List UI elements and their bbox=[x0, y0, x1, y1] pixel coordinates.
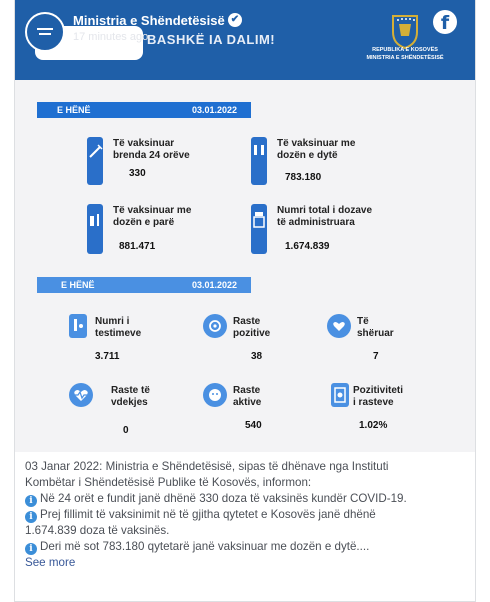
stat-value: 1.674.839 bbox=[285, 241, 330, 252]
section2-day: E HËNË bbox=[61, 280, 95, 290]
stat-label: Të vaksinuar bbox=[113, 138, 175, 149]
clipboard-virus-icon bbox=[331, 383, 349, 407]
stat-label: aktive bbox=[233, 397, 262, 408]
stat-label: brenda 24 orëve bbox=[113, 150, 190, 161]
stat-label: dozën e parë bbox=[113, 217, 175, 228]
virus-icon bbox=[203, 314, 227, 338]
section2-date: 03.01.2022 bbox=[191, 280, 237, 290]
stat-label: Raste bbox=[233, 385, 261, 396]
stat-label: pozitive bbox=[233, 328, 271, 339]
heart-hand-icon bbox=[327, 314, 351, 338]
stat-label: i rasteve bbox=[353, 397, 394, 408]
stat-label: Të vaksinuar me bbox=[277, 138, 356, 149]
stat-value: 38 bbox=[251, 351, 263, 362]
info-icon: i bbox=[25, 495, 37, 507]
stat-label: Të vaksinuar me bbox=[113, 205, 192, 216]
banner-slogan: BASHKË IA DALIM! bbox=[147, 32, 276, 47]
stat-label: vdekjes bbox=[111, 397, 148, 408]
stat-label: dozën e dytë bbox=[277, 150, 338, 161]
stat-label: Numri total i dozave bbox=[277, 205, 373, 216]
info-icon: i bbox=[25, 511, 37, 523]
section1-date-bar bbox=[37, 102, 251, 118]
two-vials-icon bbox=[251, 137, 267, 185]
post-caption bbox=[25, 459, 467, 571]
caption-intro-line: Kombëtar i Shëndetësisë Publike të Kosovës, informon: bbox=[25, 476, 312, 489]
section1-day: E HËNË bbox=[57, 105, 91, 115]
page-name-link[interactable]: Ministria e Shëndetësisë bbox=[73, 13, 225, 28]
stat-value: 7 bbox=[373, 351, 379, 362]
facebook-logo-icon[interactable]: f bbox=[433, 10, 457, 34]
info-icon: i bbox=[25, 543, 37, 555]
caption-intro-line: 03 Janar 2022: Ministria e Shëndetësisë, sipas të dhënave nga Instituti bbox=[25, 460, 389, 473]
test-tube-icon bbox=[69, 314, 87, 338]
facebook-post-card bbox=[14, 0, 476, 602]
caption-bullet-continuation: 1.674.839 doza të vaksinës. bbox=[25, 524, 170, 537]
stat-value: 1.02% bbox=[359, 420, 388, 431]
vial-syringe-icon bbox=[87, 204, 103, 254]
verified-badge-icon: ✔ bbox=[228, 13, 242, 27]
section1-date: 03.01.2022 bbox=[191, 105, 237, 115]
stat-label: testimeve bbox=[95, 328, 142, 339]
stat-value: 881.471 bbox=[119, 241, 156, 252]
caption-bullet-text: Deri më sot 783.180 qytetarë janë vaksinuar me dozën e dytë.... bbox=[40, 540, 370, 553]
see-more-link[interactable]: See more bbox=[25, 556, 76, 569]
stat-label: Raste bbox=[233, 316, 261, 327]
stat-label: Numri i bbox=[95, 316, 130, 327]
stat-value: 330 bbox=[129, 168, 146, 179]
stat-value: 540 bbox=[245, 420, 262, 431]
stat-label: Raste të bbox=[111, 385, 150, 396]
syringe-icon bbox=[87, 137, 103, 185]
kosovo-emblem-icon bbox=[389, 14, 421, 50]
heartbeat-icon bbox=[69, 383, 93, 407]
stat-value: 783.180 bbox=[285, 172, 322, 183]
caption-bullet bbox=[25, 491, 467, 507]
stat-label: Të bbox=[357, 316, 369, 327]
stat-label: Pozitiviteti bbox=[353, 385, 404, 396]
vaccine-bottle-icon bbox=[251, 204, 267, 254]
stat-label: të administruara bbox=[277, 217, 355, 228]
caption-bullet bbox=[25, 539, 467, 555]
stat-value: 3.711 bbox=[95, 351, 120, 362]
caption-bullet bbox=[25, 507, 467, 523]
caption-bullet-text: Në 24 orët e fundit janë dhënë 330 doza të vaksinës kundër COVID-19. bbox=[40, 492, 407, 505]
banner-republika-text: REPUBLIKA E KOSOVËS bbox=[372, 47, 438, 53]
page-avatar[interactable] bbox=[25, 12, 65, 52]
caption-bullet-text: Prej fillimit të vaksinimit në të gjitha qytetet e Kosovës janë dhënë bbox=[40, 508, 376, 521]
stat-value: 0 bbox=[123, 425, 129, 436]
post-timestamp[interactable]: 17 minutes ago bbox=[73, 31, 149, 43]
section2-date-bar bbox=[37, 277, 251, 293]
banner-ministria-text: MINISTRIA E SHËNDETËSISË bbox=[366, 55, 444, 61]
virus-face-icon bbox=[203, 383, 227, 407]
infographic-image[interactable] bbox=[15, 0, 475, 452]
stat-label: shëruar bbox=[357, 328, 394, 339]
